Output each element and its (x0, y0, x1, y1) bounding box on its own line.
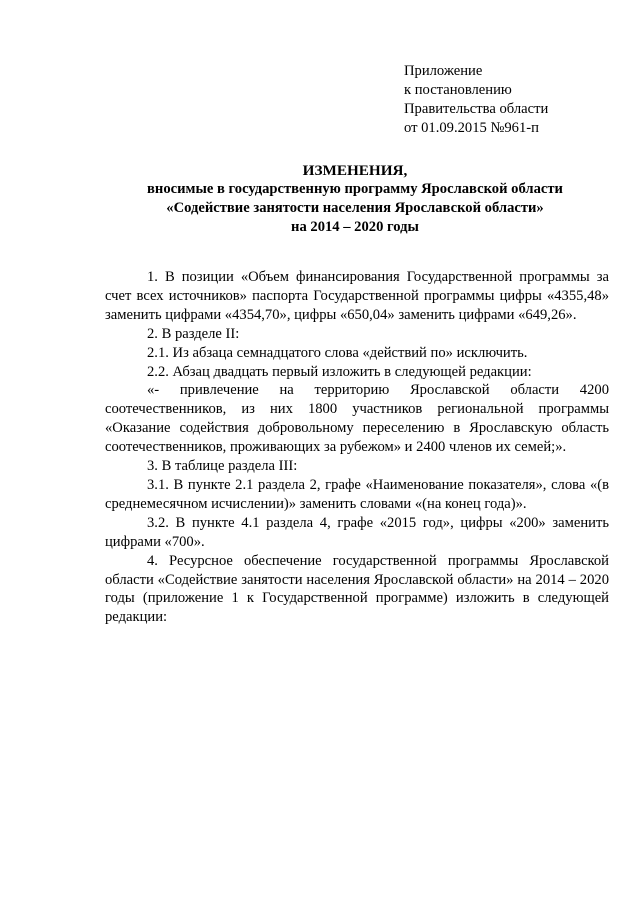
heading-line: «Содействие занятости населения Ярославской области» (166, 200, 544, 216)
paragraph-item-3: 3. В таблице раздела III: (147, 458, 298, 475)
paragraph-item-2: 2. В разделе II: (147, 325, 240, 342)
appendix-block (404, 62, 548, 138)
appendix-line: Правительства области (404, 101, 549, 117)
appendix-line: от 01.09.2015 №961-п (404, 120, 539, 136)
paragraph-item-3-1: 3.1. В пункте 2.1 раздела 2, графе «Наименование показателя», слова «(в среднемесячном исчислении)» заменить словами «(на конец года)». (105, 476, 609, 512)
heading-line: на 2014 – 2020 годы (291, 219, 419, 235)
appendix-line: Приложение (404, 63, 483, 79)
document-body (105, 268, 609, 627)
paragraph-item-2-2: 2.2. Абзац двадцать первый изложить в следующей редакции: (147, 363, 532, 380)
paragraph-item-1: 1. В позиции «Объем финансирования Государственной программы за счет всех источников» паспорта Государственной программы цифры «4355,48» заменить цифрами «4354,70», цифры «650,04» заменить цифрами «649,26». (105, 269, 609, 323)
heading-title: ИЗМЕНЕНИЯ, (302, 162, 408, 179)
paragraph-item-2-1: 2.1. Из абзаца семнадцатого слова «действий по» исключить. (147, 344, 528, 361)
paragraph-quote: «- привлечение на территорию Ярославской области 4200 соотечественников, из них 1800 участников региональной программы «Оказание содействия добровольному переселению в Ярославскую область соотечественников, проживающих за рубежом» и 2400 членов их семей;». (105, 382, 609, 456)
paragraph-item-3-2: 3.2. В пункте 4.1 раздела 4, графе «2015 год», цифры «200» заменить цифрами «700». (105, 514, 609, 550)
paragraph-item-4: 4. Ресурсное обеспечение государственной программы Ярославской области «Содействие занятости населения Ярославской области» на 2014 – 2020 годы (приложение 1 к Государственной программе) изложить в следующей редакции: (105, 552, 609, 626)
appendix-line: к постановлению (404, 82, 512, 98)
heading-line: вносимые в государственную программу Ярославской области (147, 181, 563, 197)
document-heading (100, 161, 610, 237)
